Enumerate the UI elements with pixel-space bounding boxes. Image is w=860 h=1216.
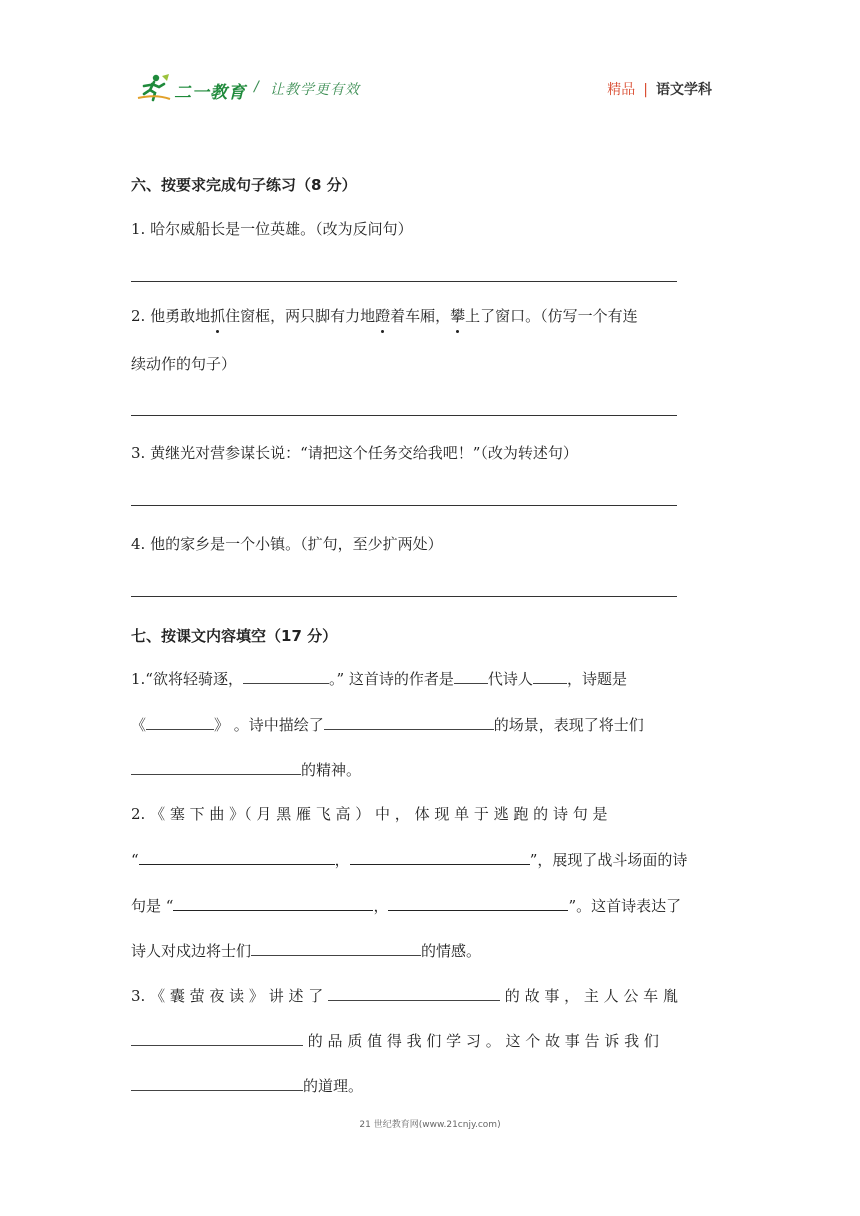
emphasis-char: 蹬 bbox=[375, 307, 391, 325]
answer-line-3[interactable] bbox=[131, 505, 677, 506]
s7-question-2-line3: 句是 “ ， ”。这首诗表达了 bbox=[131, 894, 731, 917]
s7-question-2-line4: 诗人对戍边将士们 的情感。 bbox=[131, 939, 731, 962]
header-slogan: 让教学更有效 bbox=[270, 82, 360, 98]
s6-question-1: 1. 哈尔威船长是一位英雄。（改为反问句） bbox=[131, 220, 413, 238]
answer-line-1[interactable] bbox=[131, 281, 677, 282]
page-footer: 21 世纪教育网(www.21cnjy.com) bbox=[359, 1120, 501, 1130]
s7-question-3: 3. 《 囊 萤 夜 读 》 讲 述 了 的 故 事 ， 主 人 公 车 胤 bbox=[131, 984, 731, 1007]
fill-blank[interactable] bbox=[324, 713, 494, 730]
emphasis-char: 攀 bbox=[450, 307, 466, 325]
answer-line-4[interactable] bbox=[131, 596, 677, 597]
fill-blank[interactable] bbox=[388, 894, 568, 911]
s7-question-1-line3: 的精神。 bbox=[131, 758, 731, 781]
fill-blank[interactable] bbox=[131, 1074, 303, 1091]
s6-question-4: 4. 他的家乡是一个小镇。（扩句，至少扩两处） bbox=[131, 535, 443, 553]
subject-label: 语文学科 bbox=[656, 82, 712, 98]
s7-question-1: 1.“欲将轻骑逐， 。” 这首诗的作者是 代诗人 ，诗题是 bbox=[131, 667, 731, 690]
fill-blank[interactable] bbox=[131, 758, 301, 775]
answer-line-2[interactable] bbox=[131, 415, 677, 416]
fill-blank[interactable] bbox=[146, 713, 214, 730]
fill-blank[interactable] bbox=[173, 894, 373, 911]
s7-question-2-line2: “ ， ”，展现了战斗场面的诗 bbox=[131, 848, 731, 871]
s6-question-2-cont: 续动作的句子） bbox=[131, 355, 237, 373]
s7-question-2: 2. 《 塞 下 曲 》（ 月 黑 雁 飞 高 ） 中 ， 体 现 单 于 逃 跑 的 诗 句 是 bbox=[131, 805, 608, 823]
fill-blank[interactable] bbox=[350, 848, 530, 865]
s7-question-3-line2: 的 品 质 值 得 我 们 学 习 。 这 个 故 事 告 诉 我 们 bbox=[131, 1029, 731, 1052]
fill-blank[interactable] bbox=[533, 667, 567, 684]
s7-question-1-line2: 《 》 。诗中描绘了 的场景，表现了将士们 bbox=[131, 713, 731, 736]
section-7-title: 七、按课文内容填空（17 分） bbox=[131, 627, 338, 645]
page-header bbox=[0, 0, 860, 110]
fill-blank[interactable] bbox=[328, 984, 500, 1001]
s6-question-2: 2. 他勇敢地抓住窗框，两只脚有力地蹬着车厢，攀上了窗口。（仿写一个有连 bbox=[131, 307, 638, 325]
s6-question-3: 3. 黄继光对营参谋长说：“请把这个任务交给我吧！”（改为转述句） bbox=[131, 444, 578, 462]
section-6-title: 六、按要求完成句子练习（8 分） bbox=[131, 176, 357, 194]
fill-blank[interactable] bbox=[251, 939, 421, 956]
fill-blank[interactable] bbox=[454, 667, 488, 684]
fill-blank[interactable] bbox=[243, 667, 329, 684]
header-slash: / bbox=[254, 79, 259, 95]
header-separator: | bbox=[643, 82, 648, 98]
header-subject bbox=[607, 79, 712, 99]
logo-text: 二一教育 bbox=[174, 83, 246, 103]
emphasis-char: 抓 bbox=[210, 307, 226, 325]
fill-blank[interactable] bbox=[139, 848, 335, 865]
quality-badge: 精品 bbox=[607, 82, 636, 98]
s7-question-3-line3: 的道理。 bbox=[131, 1074, 731, 1097]
fill-blank[interactable] bbox=[131, 1029, 303, 1046]
